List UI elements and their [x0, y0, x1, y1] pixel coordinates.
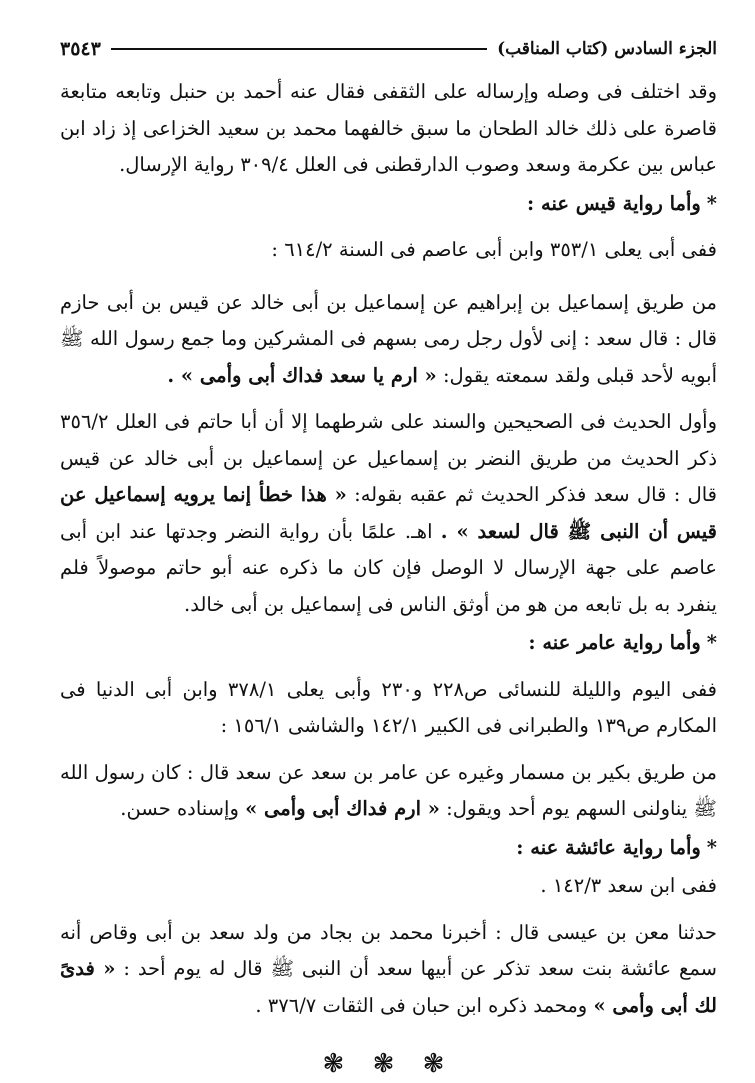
page-number: ٣٥٤٣: [60, 38, 101, 60]
star-marker: *: [706, 835, 717, 859]
analysis-text: وأول الحديث فى الصحيحين والسند على شرطهما إلا أن أبا حاتم فى العلل ٣٥٦/٢ ذكر الحديث من طريق النضر بن إسماعيل عن إسماعيل بن أبى خالد عن قيس قال : قال سعد فذكر الحديث ثم عقبه بقوله:: [60, 410, 718, 506]
isnad-text: من طريق إسماعيل بن إبراهيم عن إسماعيل بن أبى خالد عن قيس بن أبى حازم قال : قال سعد : إنى لأول رجل رمى بسهم فى المشركين وما جمع رسول الله ﷺ أبويه لأحد قبلى ولقد سمعته يقول:: [60, 290, 717, 387]
isnad-text: حدثنا معن بن عيسى قال : أخبرنا محمد بن بجاد من ولد سعد بن أبى وقاص أنه سمع عائشة بنت سعد تذكر عن أبيها سعد أن النبى ﷺ قال له يوم أحد :: [60, 920, 718, 980]
hadith-quote: « ارم يا سعد فداك أبى وأمى » .: [167, 363, 437, 387]
section-heading-aisha: [60, 830, 717, 867]
analysis-qays: [60, 404, 717, 623]
analysis-text-end: اهـ. علمًا بأن رواية النضر وجدتها عند ابن أبى عاصم على جهة الإرسال لا الوصل فإن كان ما ذكره عنه أبو حاتم موصولاً فلم ينفرد به بل تابعه من هو من أوثق الناس فى إسماعيل بن أبى خالد.: [60, 519, 717, 616]
isnad-qays: [60, 285, 717, 395]
page-body: [60, 74, 717, 1083]
section-end-ornament: ❃ ❃ ❃: [322, 1049, 455, 1079]
isnad-amir: [60, 755, 717, 828]
sources-qays: ففى أبى يعلى ٣٥٣/١ وابن أبى عاصم فى السنة ٦١٤/٢ :: [271, 238, 717, 261]
isnad-grade: وإسناده حسن.: [120, 797, 239, 820]
hadith-quote: « ارم فداك أبى وأمى »: [245, 797, 440, 820]
star-marker: *: [706, 191, 717, 215]
sources-amir: ففى اليوم والليلة للنسائى ص٢٢٨ و٢٣٠ وأبى يعلى ٣٧٨/١ وابن أبى الدنيا فى المكارم ص١٣٩ والطبرانى فى الكبير ١٤٢/١ والشاشى ١٥٦/١ :: [60, 677, 718, 737]
header-rule: [111, 48, 487, 50]
section-heading-qays: [60, 186, 717, 223]
abu-hatim-quote: « هذا خطأ إنما يرويه إسماعيل عن قيس أن النبى ﷺ قال لسعد » .: [60, 483, 717, 543]
isnad-text: من طريق بكير بن مسمار وغيره عن عامر بن سعد عن سعد قال : كان رسول الله ﷺ يناولنى السهم يوم أحد ويقول:: [60, 760, 717, 820]
book-page: [60, 36, 717, 1083]
sources-aisha: ففى ابن سعد ١٤٢/٣ .: [540, 874, 717, 897]
heading-text: وأما رواية عائشة عنه :: [516, 835, 701, 859]
hadith-quote: « فدىً لك أبى وأمى »: [60, 957, 717, 1017]
section-heading-amir: [60, 625, 717, 662]
isnad-note: ومحمد ذكره ابن حبان فى الثقات ٣٧٦/٧ .: [255, 993, 588, 1017]
running-header: [60, 36, 717, 62]
paragraph-wasl-irsal: وقد اختلف فى وصله وإرساله على الثقفى فقال عنه أحمد بن حنبل وتابعه متابعة قاصرة على ذلك خالد الطحان ما سبق خالفهما محمد بن سعيد الخزاعى إذ زاد ابن عباس بين عكرمة وسعد وصوب الدارقطنى فى العلل ٣٠٩/٤ رواية الإرسال.: [60, 80, 717, 176]
volume-title: الجزء السادس (كتاب المناقب): [497, 39, 717, 59]
isnad-aisha: [60, 915, 717, 1025]
heading-text: وأما رواية عامر عنه :: [528, 631, 701, 654]
star-marker: *: [706, 631, 717, 654]
heading-text: وأما رواية قيس عنه :: [527, 191, 701, 215]
